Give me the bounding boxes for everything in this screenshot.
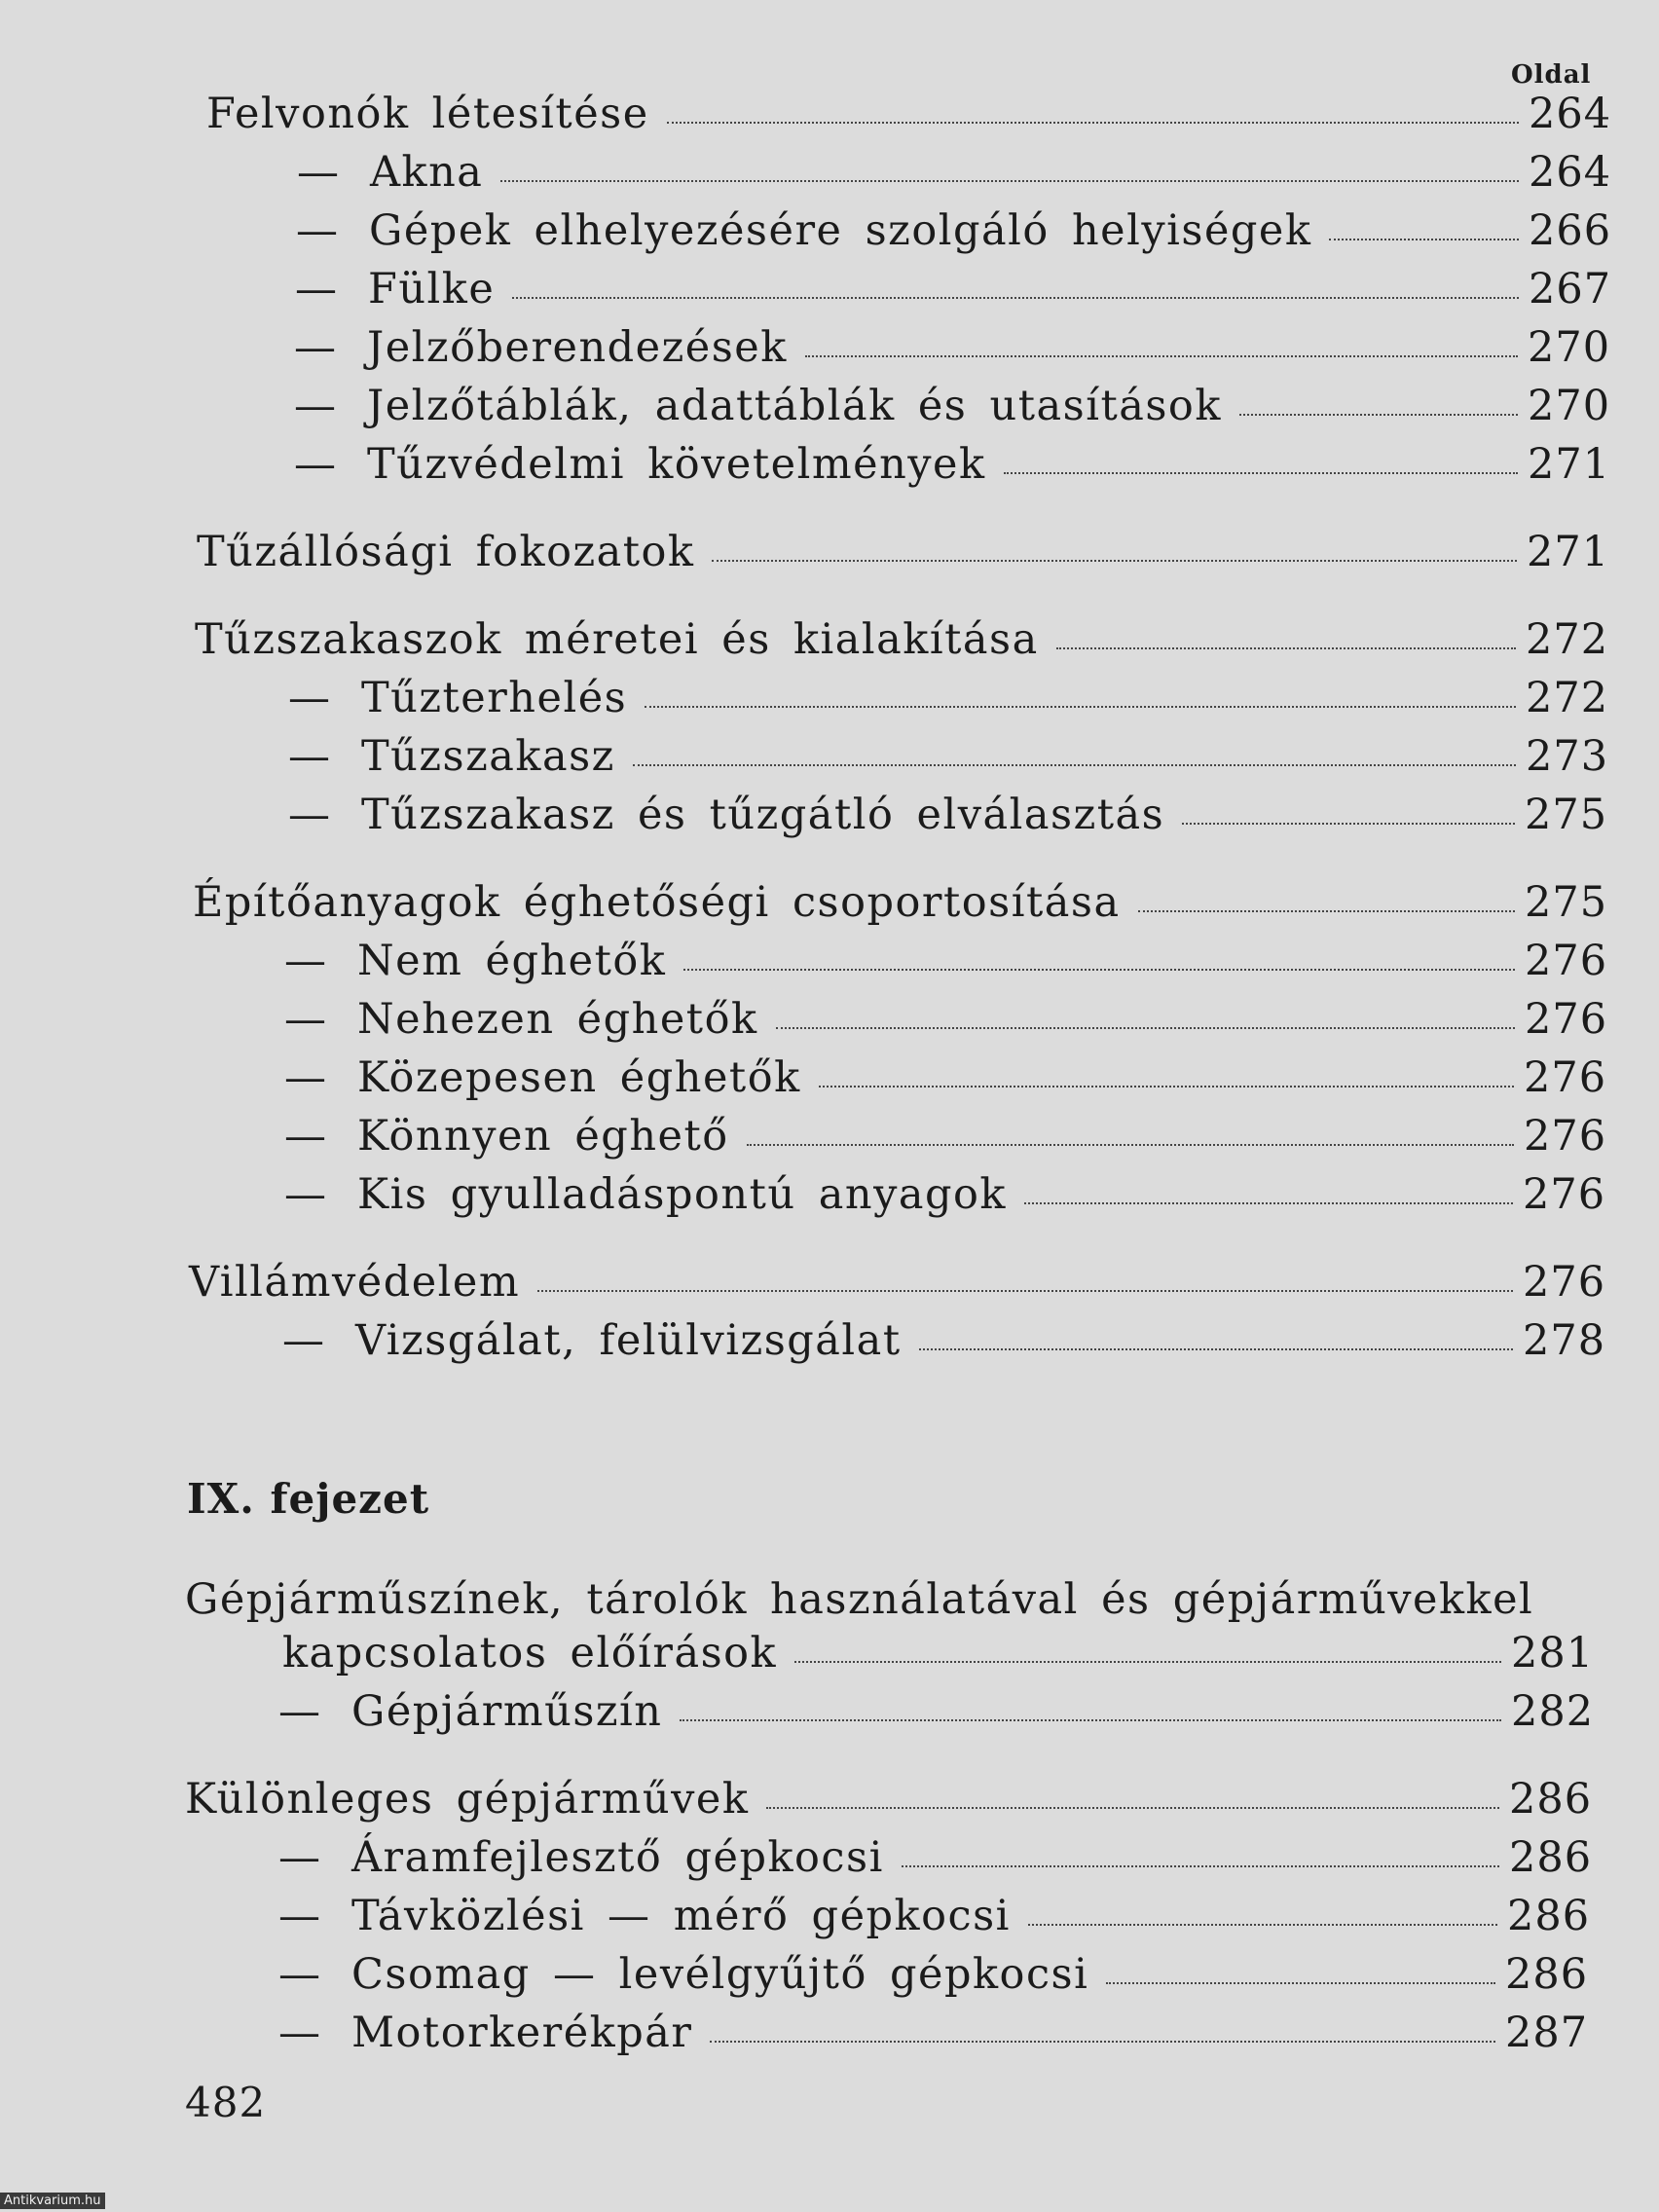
toc-entry-page: 276 — [1525, 995, 1608, 1044]
toc-entry — [278, 1687, 1595, 1736]
toc-entry — [197, 528, 1610, 576]
toc-entry-label: Tűzszakasz — [361, 732, 615, 781]
toc-entry — [297, 148, 1612, 197]
leader-dots — [902, 1865, 1499, 1867]
toc-entry — [284, 1170, 1606, 1219]
leader-dots — [766, 1807, 1499, 1809]
toc-entry-label: Fülke — [368, 265, 496, 313]
toc-entry-label: Építőanyagok éghetőségi csoportosítása — [193, 878, 1121, 927]
toc-entry-label: Csomag — levélgyűjtő gépkocsi — [351, 1950, 1089, 1999]
leader-dots — [1182, 823, 1515, 825]
toc-entry-label: Tűzvédelmi követelmények — [367, 440, 986, 489]
entry-dash: — — [297, 148, 341, 197]
toc-entry-label: Tűzterhelés — [361, 674, 628, 722]
toc-entry-page: 278 — [1523, 1316, 1606, 1365]
toc-entry — [294, 382, 1611, 430]
toc-entry — [189, 1258, 1606, 1307]
toc-entry — [284, 1112, 1607, 1161]
leader-dots — [1106, 1982, 1495, 1984]
toc-entry — [284, 995, 1608, 1044]
toc-entry-page: 266 — [1529, 206, 1612, 255]
toc-entry-label: Gépjárműszín — [351, 1687, 663, 1736]
toc-entry-label: Közepesen éghetők — [357, 1053, 801, 1102]
toc-entry — [278, 1833, 1593, 1882]
toc-entry-label: Tűzszakaszok méretei és kialakítása — [195, 615, 1039, 664]
entry-dash: — — [284, 1112, 328, 1161]
toc-entry-page: 286 — [1507, 1892, 1591, 1940]
toc-entry — [296, 206, 1612, 255]
toc-entry-label: Tűzállósági fokozatok — [197, 528, 695, 576]
leader-dots — [819, 1086, 1514, 1088]
toc-entry-label: Jelzőberendezések — [367, 323, 788, 372]
entry-dash: — — [294, 323, 338, 372]
leader-dots — [712, 560, 1517, 562]
toc-entry-label: Villámvédelem — [189, 1258, 521, 1307]
toc-entry-page: 276 — [1524, 1053, 1607, 1102]
page-number: 482 — [185, 2079, 267, 2126]
leader-dots — [710, 2041, 1495, 2043]
entry-dash: — — [282, 1316, 326, 1365]
toc-entry-page: 275 — [1525, 791, 1608, 839]
toc-entry-page: 276 — [1525, 937, 1608, 985]
toc-entry-page: 286 — [1509, 1775, 1593, 1824]
toc-entry — [284, 937, 1608, 985]
toc-entry-page: 276 — [1523, 1170, 1606, 1219]
toc-entry-page: 276 — [1524, 1112, 1607, 1161]
entry-dash: — — [278, 1950, 322, 1999]
toc-entry — [282, 1316, 1606, 1365]
toc-entry-label: Kis gyulladáspontú anyagok — [357, 1170, 1007, 1219]
leader-dots — [645, 706, 1516, 708]
entry-dash: — — [294, 440, 338, 489]
toc-entry — [195, 615, 1609, 664]
toc-entry — [206, 90, 1612, 138]
toc-entry-page: 276 — [1523, 1258, 1606, 1307]
leader-dots — [512, 297, 1519, 299]
toc-entry-page: 286 — [1505, 1950, 1589, 1999]
toc-entry-label: Motorkerékpár — [351, 2009, 693, 2057]
leader-dots — [1329, 239, 1519, 240]
toc-entry-label: Gépek elhelyezésére szolgáló helyiségek — [369, 206, 1312, 255]
toc-entry-label: Nem éghetők — [357, 937, 667, 985]
entry-dash: — — [284, 995, 328, 1044]
leader-dots — [1024, 1202, 1513, 1204]
entry-dash: — — [295, 265, 339, 313]
entry-dash: — — [288, 791, 332, 839]
toc-entry — [278, 1950, 1589, 1999]
toc-entry — [288, 732, 1609, 781]
leader-dots — [1004, 472, 1518, 474]
leader-dots — [633, 764, 1516, 766]
leader-dots — [1056, 647, 1516, 649]
leader-dots — [1239, 414, 1518, 416]
toc-entry-label: Áramfejlesztő gépkocsi — [351, 1833, 884, 1882]
toc-entry-page: 264 — [1529, 148, 1612, 197]
entry-dash: — — [278, 1892, 322, 1940]
leader-dots — [500, 180, 1519, 182]
toc-entry-label: Felvonók létesítése — [206, 90, 649, 138]
toc-entry-page: 273 — [1526, 732, 1609, 781]
toc-entry — [282, 1629, 1595, 1677]
toc-entry — [288, 674, 1609, 722]
toc-entry-label: Akna — [370, 148, 484, 197]
entry-dash: — — [278, 2009, 322, 2057]
chapter-heading: IX. fejezet — [187, 1475, 430, 1523]
leader-dots — [805, 355, 1518, 357]
toc-entry — [294, 440, 1611, 489]
toc-entry-page: 275 — [1525, 878, 1608, 927]
toc-entry-page: 272 — [1526, 615, 1609, 664]
entry-dash: — — [284, 1170, 328, 1219]
toc-entry — [193, 878, 1608, 927]
toc-entry-label: Könnyen éghető — [357, 1112, 729, 1161]
entry-dash: — — [284, 937, 328, 985]
leader-dots — [747, 1144, 1514, 1146]
leader-dots — [776, 1027, 1515, 1029]
toc-entry-label: Vizsgálat, felülvizsgálat — [355, 1316, 902, 1365]
entry-dash: — — [288, 674, 332, 722]
toc-entry-page: 271 — [1528, 440, 1611, 489]
toc-entry — [288, 791, 1608, 839]
toc-entry — [295, 265, 1612, 313]
toc-entry-label: Távközlési — mérő gépkocsi — [351, 1892, 1011, 1940]
toc-entry-page: 287 — [1505, 2009, 1589, 2057]
watermark: Antikvarium.hu — [0, 2193, 105, 2209]
toc-entry-page: 271 — [1527, 528, 1610, 576]
leader-dots — [683, 969, 1515, 971]
entry-dash: — — [296, 206, 340, 255]
toc-entry-label: Nehezen éghetők — [357, 995, 758, 1044]
entry-dash: — — [284, 1053, 328, 1102]
entry-dash: — — [278, 1687, 322, 1736]
entry-dash: — — [288, 732, 332, 781]
toc-entry — [278, 1892, 1591, 1940]
toc-entry-first-line: Gépjárműszínek, tárolók használatával és gépjárművekkel — [185, 1575, 1534, 1624]
toc-entry — [294, 323, 1611, 372]
leader-dots — [1138, 910, 1515, 912]
toc-entry-label: Tűzszakasz és tűzgátló elválasztás — [361, 791, 1165, 839]
toc-entry — [278, 2009, 1589, 2057]
leader-dots — [537, 1290, 1513, 1292]
page-column-header: Oldal — [1511, 60, 1592, 90]
entry-dash: — — [278, 1833, 322, 1882]
leader-dots — [794, 1661, 1501, 1663]
leader-dots — [919, 1348, 1513, 1350]
toc-entry-label: Jelzőtáblák, adattáblák és utasítások — [367, 382, 1222, 430]
toc-entry-page: 281 — [1511, 1629, 1595, 1677]
entry-dash: — — [294, 382, 338, 430]
toc-entry — [284, 1053, 1607, 1102]
leader-dots — [1028, 1924, 1497, 1926]
toc-entry-page: 267 — [1529, 265, 1612, 313]
toc-entry — [185, 1775, 1593, 1824]
toc-entry-page: 272 — [1526, 674, 1609, 722]
toc-entry-label: kapcsolatos előírások — [282, 1629, 778, 1677]
toc-entry-page: 270 — [1528, 382, 1611, 430]
leader-dots — [680, 1719, 1501, 1721]
toc-entry-page: 270 — [1528, 323, 1611, 372]
leader-dots — [667, 122, 1519, 124]
toc-entry-page: 264 — [1529, 90, 1612, 138]
toc-entry-page: 282 — [1511, 1687, 1595, 1736]
toc-entry-label: Különleges gépjárművek — [185, 1775, 750, 1824]
toc-entry-page: 286 — [1509, 1833, 1593, 1882]
